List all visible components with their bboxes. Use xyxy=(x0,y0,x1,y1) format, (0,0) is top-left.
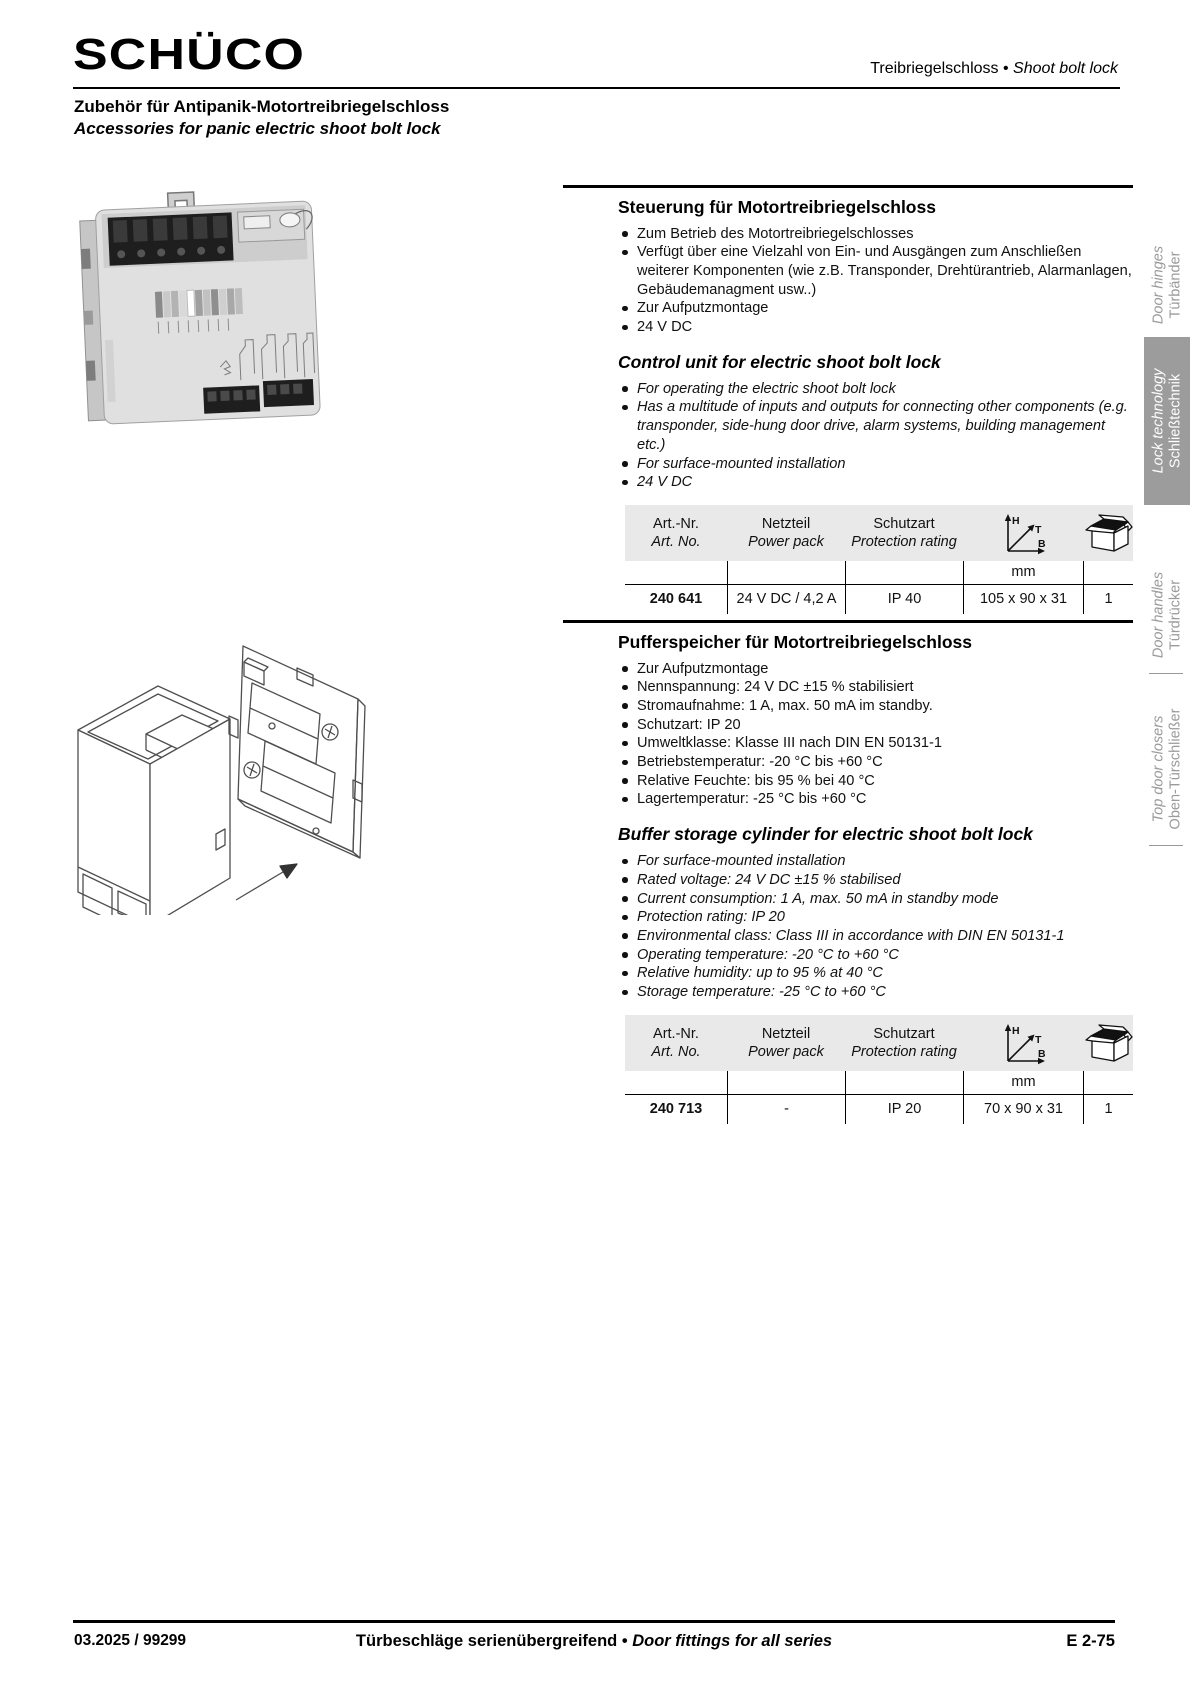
svg-text:T: T xyxy=(1035,523,1042,536)
section-divider xyxy=(563,620,1133,623)
section-divider xyxy=(563,185,1133,188)
spec-table xyxy=(625,1015,1133,1124)
control-unit-photo xyxy=(70,186,325,431)
schueco-logo: SCHÜCO xyxy=(73,30,306,79)
bullet-item: Operating temperature: -20 °C to +60 °C xyxy=(620,946,1133,965)
col-art-no: Art.-Nr. Art. No. xyxy=(651,515,701,550)
tab-door-handles: Door handles Türdrücker xyxy=(1150,571,1183,659)
table-cell: 240 713 xyxy=(649,1101,703,1118)
table-cell: IP 40 xyxy=(845,585,963,614)
section-heading-de: Steuerung für Motortreibriegelschloss xyxy=(618,196,936,217)
header-topic-en: Shoot bolt lock xyxy=(1013,60,1118,77)
bullet-item: For surface-mounted installation xyxy=(620,852,1133,871)
table-cell: 1 xyxy=(1083,1095,1133,1124)
section-heading-en: Buffer storage cylinder for electric shoot bolt lock xyxy=(618,824,1033,845)
bullet-item: For surface-mounted installation xyxy=(620,455,1133,474)
footer-series-title: Türbeschläge serienübergreifend • Door fittings for all series xyxy=(355,1632,833,1650)
table-cell: 240 641 xyxy=(649,591,703,608)
col-quantity xyxy=(1083,1015,1133,1071)
spec-table-row xyxy=(625,1095,1133,1124)
header-topic xyxy=(870,60,1118,78)
bullet-item: 24 V DC xyxy=(620,318,1133,337)
unit-label: mm xyxy=(963,561,1083,584)
col-power-pack: Netzteil Power pack xyxy=(748,1025,824,1060)
svg-text:H: H xyxy=(1012,1024,1020,1037)
package-icon xyxy=(1083,1023,1133,1063)
bullet-item: Zur Aufputzmontage xyxy=(620,660,1133,679)
col-dimensions xyxy=(963,1015,1083,1071)
bullet-item: Zum Betrieb des Motortreibriegelschlosses xyxy=(620,225,1133,244)
col-power-pack: Netzteil Power pack xyxy=(748,515,824,550)
tab-lock-technology-active: Lock technology Schließtechnik xyxy=(1144,337,1190,505)
table-cell: IP 20 xyxy=(845,1095,963,1124)
tab-divider xyxy=(1149,673,1183,674)
col-protection-rating: Schutzart Protection rating xyxy=(851,515,957,550)
bullet-item: For operating the electric shoot bolt lock xyxy=(620,380,1133,399)
tab-door-hinges: Door hinges Türbänder xyxy=(1150,245,1183,325)
header-topic-separator: • xyxy=(1002,60,1009,77)
page-title-de: Zubehör für Antipanik-Motortreibriegelschloss xyxy=(74,97,450,116)
dimension-axes-icon xyxy=(995,510,1051,556)
bullet-item: Lagertemperatur: -25 °C bis +60 °C xyxy=(620,790,1133,809)
section-control-unit xyxy=(563,185,1133,614)
bullet-item: Relative Feuchte: bis 95 % bei 40 °C xyxy=(620,772,1133,791)
footer-date-code: 03.2025 / 99299 xyxy=(74,1632,187,1649)
table-cell: - xyxy=(727,1095,845,1124)
bullet-item: Storage temperature: -25 °C to +60 °C xyxy=(620,983,1133,1002)
bullet-item: Betriebstemperatur: -20 °C bis +60 °C xyxy=(620,753,1133,772)
footer-rule xyxy=(73,1620,1115,1623)
bullet-item: Verfügt über eine Vielzahl von Ein- und Ausgängen zum Anschließen weiterer Komponenten (wie z.B. Transponder, Drehtürantrieb, Alarmanlagen, Gebäudemanagment usw..) xyxy=(620,243,1133,299)
bullet-item: Nennspannung: 24 V DC ±15 % stabilisiert xyxy=(620,678,1133,697)
bullet-item: Stromaufnahme: 1 A, max. 50 mA im standby. xyxy=(620,697,1133,716)
unit-label: mm xyxy=(963,1071,1083,1094)
spec-table-header xyxy=(625,1015,1133,1071)
table-cell: 24 V DC / 4,2 A xyxy=(727,585,845,614)
spec-table-header xyxy=(625,505,1133,561)
table-cell: 70 x 90 x 31 xyxy=(963,1095,1083,1124)
footer-page-number: E 2-75 xyxy=(1066,1632,1115,1650)
page-title xyxy=(74,96,449,140)
bullet-item: Zur Aufputzmontage xyxy=(620,299,1133,318)
section-heading-en: Control unit for electric shoot bolt lock xyxy=(618,351,941,372)
bullet-item: Has a multitude of inputs and outputs for connecting other components (e.g. transponder, side-hung door drive, alarm systems, building management etc.) xyxy=(620,398,1133,454)
tab-top-door-closers: Top door closers Oben-Türschließer xyxy=(1150,708,1183,830)
section-heading-de: Pufferspeicher für Motortreibriegelschloss xyxy=(618,631,972,652)
svg-text:B: B xyxy=(1038,537,1046,550)
exploded-view-drawing xyxy=(66,580,401,915)
bullet-item: Environmental class: Class III in accordance with DIN EN 50131-1 xyxy=(620,927,1133,946)
page-title-en: Accessories for panic electric shoot bolt lock xyxy=(74,119,441,138)
bullet-item: Schutzart: IP 20 xyxy=(620,716,1133,735)
col-protection-rating: Schutzart Protection rating xyxy=(851,1025,957,1060)
table-cell: 105 x 90 x 31 xyxy=(963,585,1083,614)
section-buffer-storage xyxy=(563,620,1133,1124)
col-art-no: Art.-Nr. Art. No. xyxy=(651,1025,701,1060)
spec-table-units-row xyxy=(625,1071,1133,1095)
tab-divider xyxy=(1149,845,1183,846)
bullet-item: Umweltklasse: Klasse III nach DIN EN 50131-1 xyxy=(620,734,1133,753)
bullet-item: 24 V DC xyxy=(620,473,1133,492)
package-icon xyxy=(1083,513,1133,553)
bullet-item: Protection rating: IP 20 xyxy=(620,908,1133,927)
header-topic-de: Treibriegelschloss xyxy=(870,60,999,77)
bullet-list-de xyxy=(620,225,1133,337)
bullet-item: Rated voltage: 24 V DC ±15 % stabilised xyxy=(620,871,1133,890)
spec-table-units-row xyxy=(625,561,1133,585)
spec-table xyxy=(625,505,1133,614)
header-rule xyxy=(73,87,1120,89)
col-dimensions xyxy=(963,505,1083,561)
dimension-axes-icon xyxy=(995,1020,1051,1066)
bullet-list-en xyxy=(620,852,1133,1002)
col-quantity xyxy=(1083,505,1133,561)
bullet-item: Current consumption: 1 A, max. 50 mA in standby mode xyxy=(620,890,1133,909)
bullet-list-en xyxy=(620,380,1133,492)
spec-table-row xyxy=(625,585,1133,614)
table-cell: 1 xyxy=(1083,585,1133,614)
svg-text:H: H xyxy=(1012,514,1020,527)
svg-text:T: T xyxy=(1035,1033,1042,1046)
bullet-item: Relative humidity: up to 95 % at 40 °C xyxy=(620,964,1133,983)
bullet-list-de xyxy=(620,660,1133,810)
svg-text:B: B xyxy=(1038,1047,1046,1060)
